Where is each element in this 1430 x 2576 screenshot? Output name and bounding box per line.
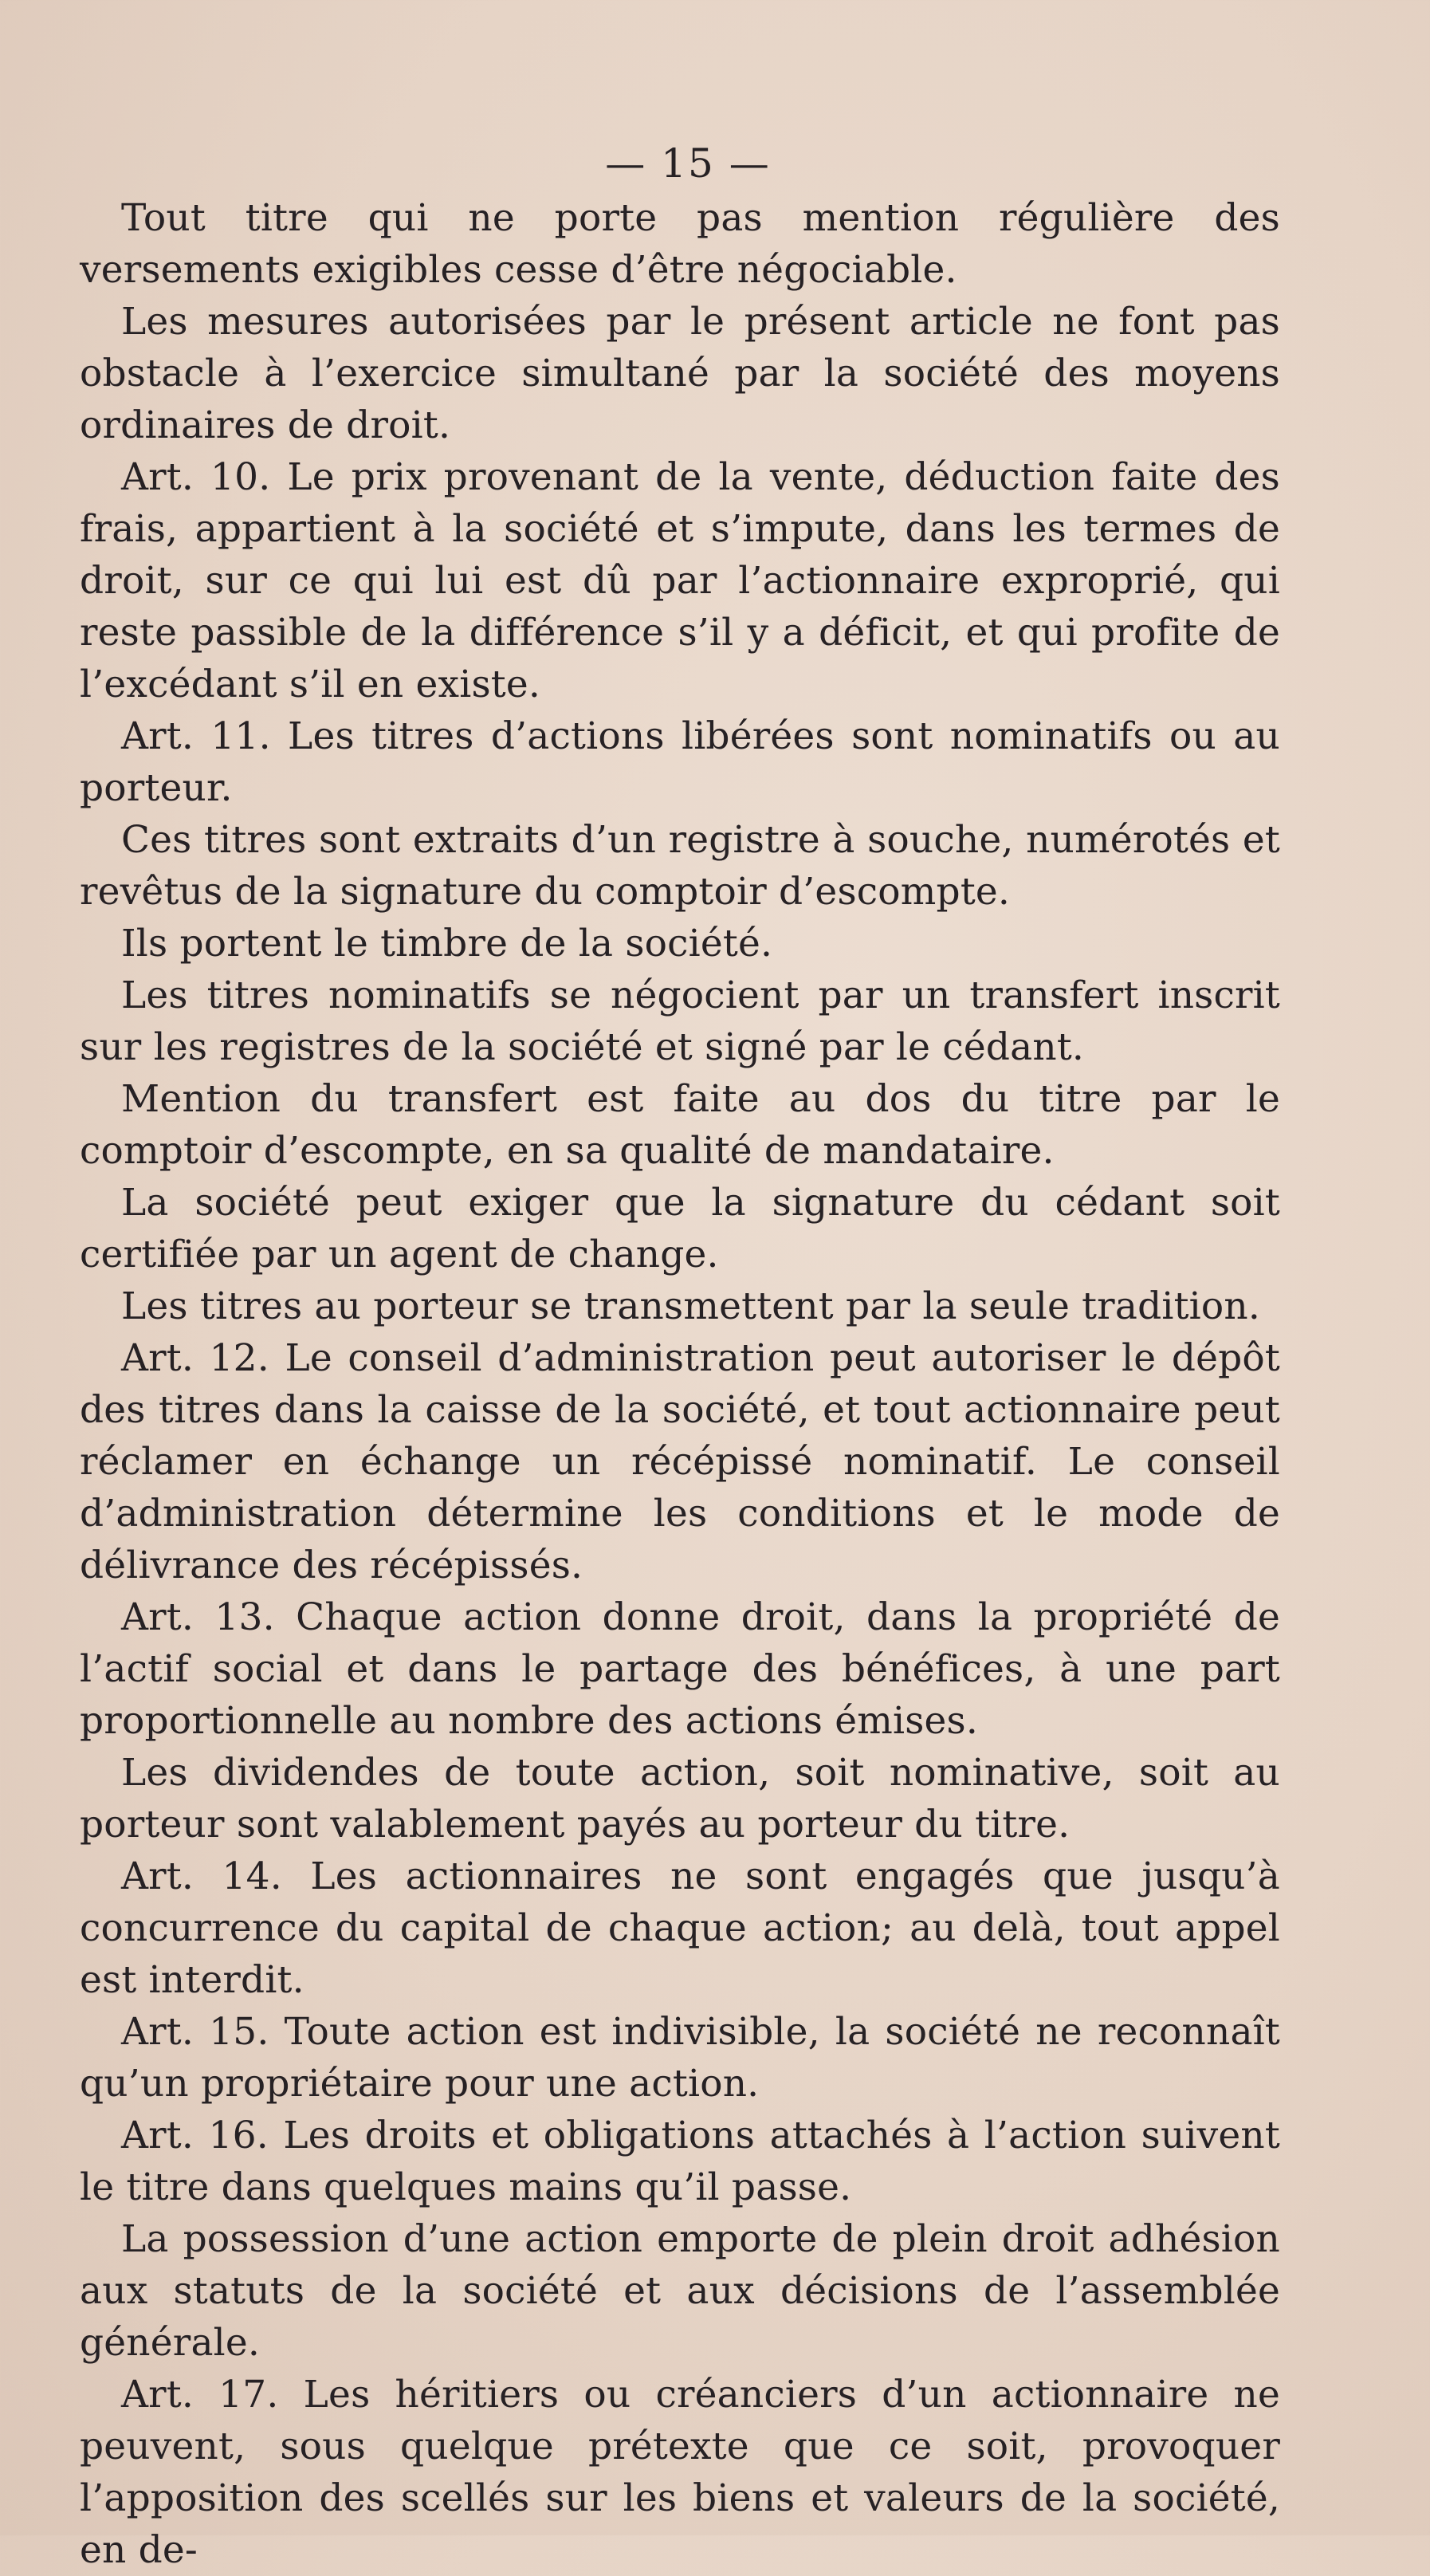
- paragraph-art-10: Art. 10. Le prix provenant de la vente, déduction faite des frais, appartient à la société et s’impute, dans les termes de droit, sur ce qui lui est dû par l’actionnaire exproprié, qui reste passible de la différence s’il y a déficit, et qui profite de l’excédant s’il en existe.: [80, 455, 1280, 706]
- paragraph: La possession d’une action emporte de plein droit adhésion aux statuts de la société et aux décisions de l’assemblée générale.: [80, 2217, 1280, 2365]
- paragraph: Ils portent le timbre de la société.: [121, 922, 773, 966]
- paragraph: Tout titre qui ne porte pas mention régulière des versements exigibles cesse d’être négociable.: [80, 196, 1280, 292]
- page-number: — 15 —: [605, 140, 771, 187]
- paragraph: Ces titres sont extraits d’un registre à souche, numérotés et revêtus de la signature du comptoir d’escompte.: [80, 818, 1280, 914]
- paragraph: Les titres au porteur se transmettent par la seule tradition.: [121, 1284, 1261, 1328]
- paragraph-art-15: Art. 15. Toute action est indivisible, la société ne reconnaît qu’un propriétaire pour une action.: [80, 2010, 1280, 2106]
- paragraph-art-12: Art. 12. Le conseil d’administration peut autoriser le dépôt des titres dans la caisse de la société, et tout actionnaire peut réclamer en échange un récépissé nominatif. Le conseil d’administration détermine les conditions et le mode de délivrance des récépissés.: [80, 1336, 1280, 1587]
- paragraph-art-11: Art. 11. Les titres d’actions libérées sont nominatifs ou au porteur.: [80, 714, 1280, 810]
- paragraph-art-13: Art. 13. Chaque action donne droit, dans la propriété de l’actif social et dans le partage des bénéfices, à une part proportionnelle au nombre des actions émises.: [80, 1595, 1280, 1743]
- paragraph: Les dividendes de toute action, soit nominative, soit au porteur sont valablement payés au porteur du titre.: [80, 1751, 1280, 1846]
- page-text: [80, 192, 1280, 2576]
- paragraph: La société peut exiger que la signature du cédant soit certifiée par un agent de change.: [80, 1181, 1280, 1276]
- paragraph: Mention du transfert est faite au dos du titre par le comptoir d’escompte, en sa qualité de mandataire.: [80, 1077, 1280, 1173]
- paragraph-art-14: Art. 14. Les actionnaires ne sont engagés que jusqu’à concurrence du capital de chaque action; au delà, tout appel est interdit.: [80, 1854, 1280, 2002]
- paragraph: Les mesures autorisées par le présent article ne font pas obstacle à l’exercice simultané par la société des moyens ordinaires de droit.: [80, 300, 1280, 447]
- paragraph: Les titres nominatifs se négocient par un transfert inscrit sur les registres de la société et signé par le cédant.: [80, 973, 1280, 1069]
- paragraph-art-16: Art. 16. Les droits et obligations attachés à l’action suivent le titre dans quelques mains qu’il passe.: [80, 2114, 1280, 2209]
- paragraph-art-17: Art. 17. Les héritiers ou créanciers d’un actionnaire ne peuvent, sous quelque prétexte que ce soit, provoquer l’apposition des scellés sur les biens et valeurs de la société, en de-: [80, 2373, 1280, 2572]
